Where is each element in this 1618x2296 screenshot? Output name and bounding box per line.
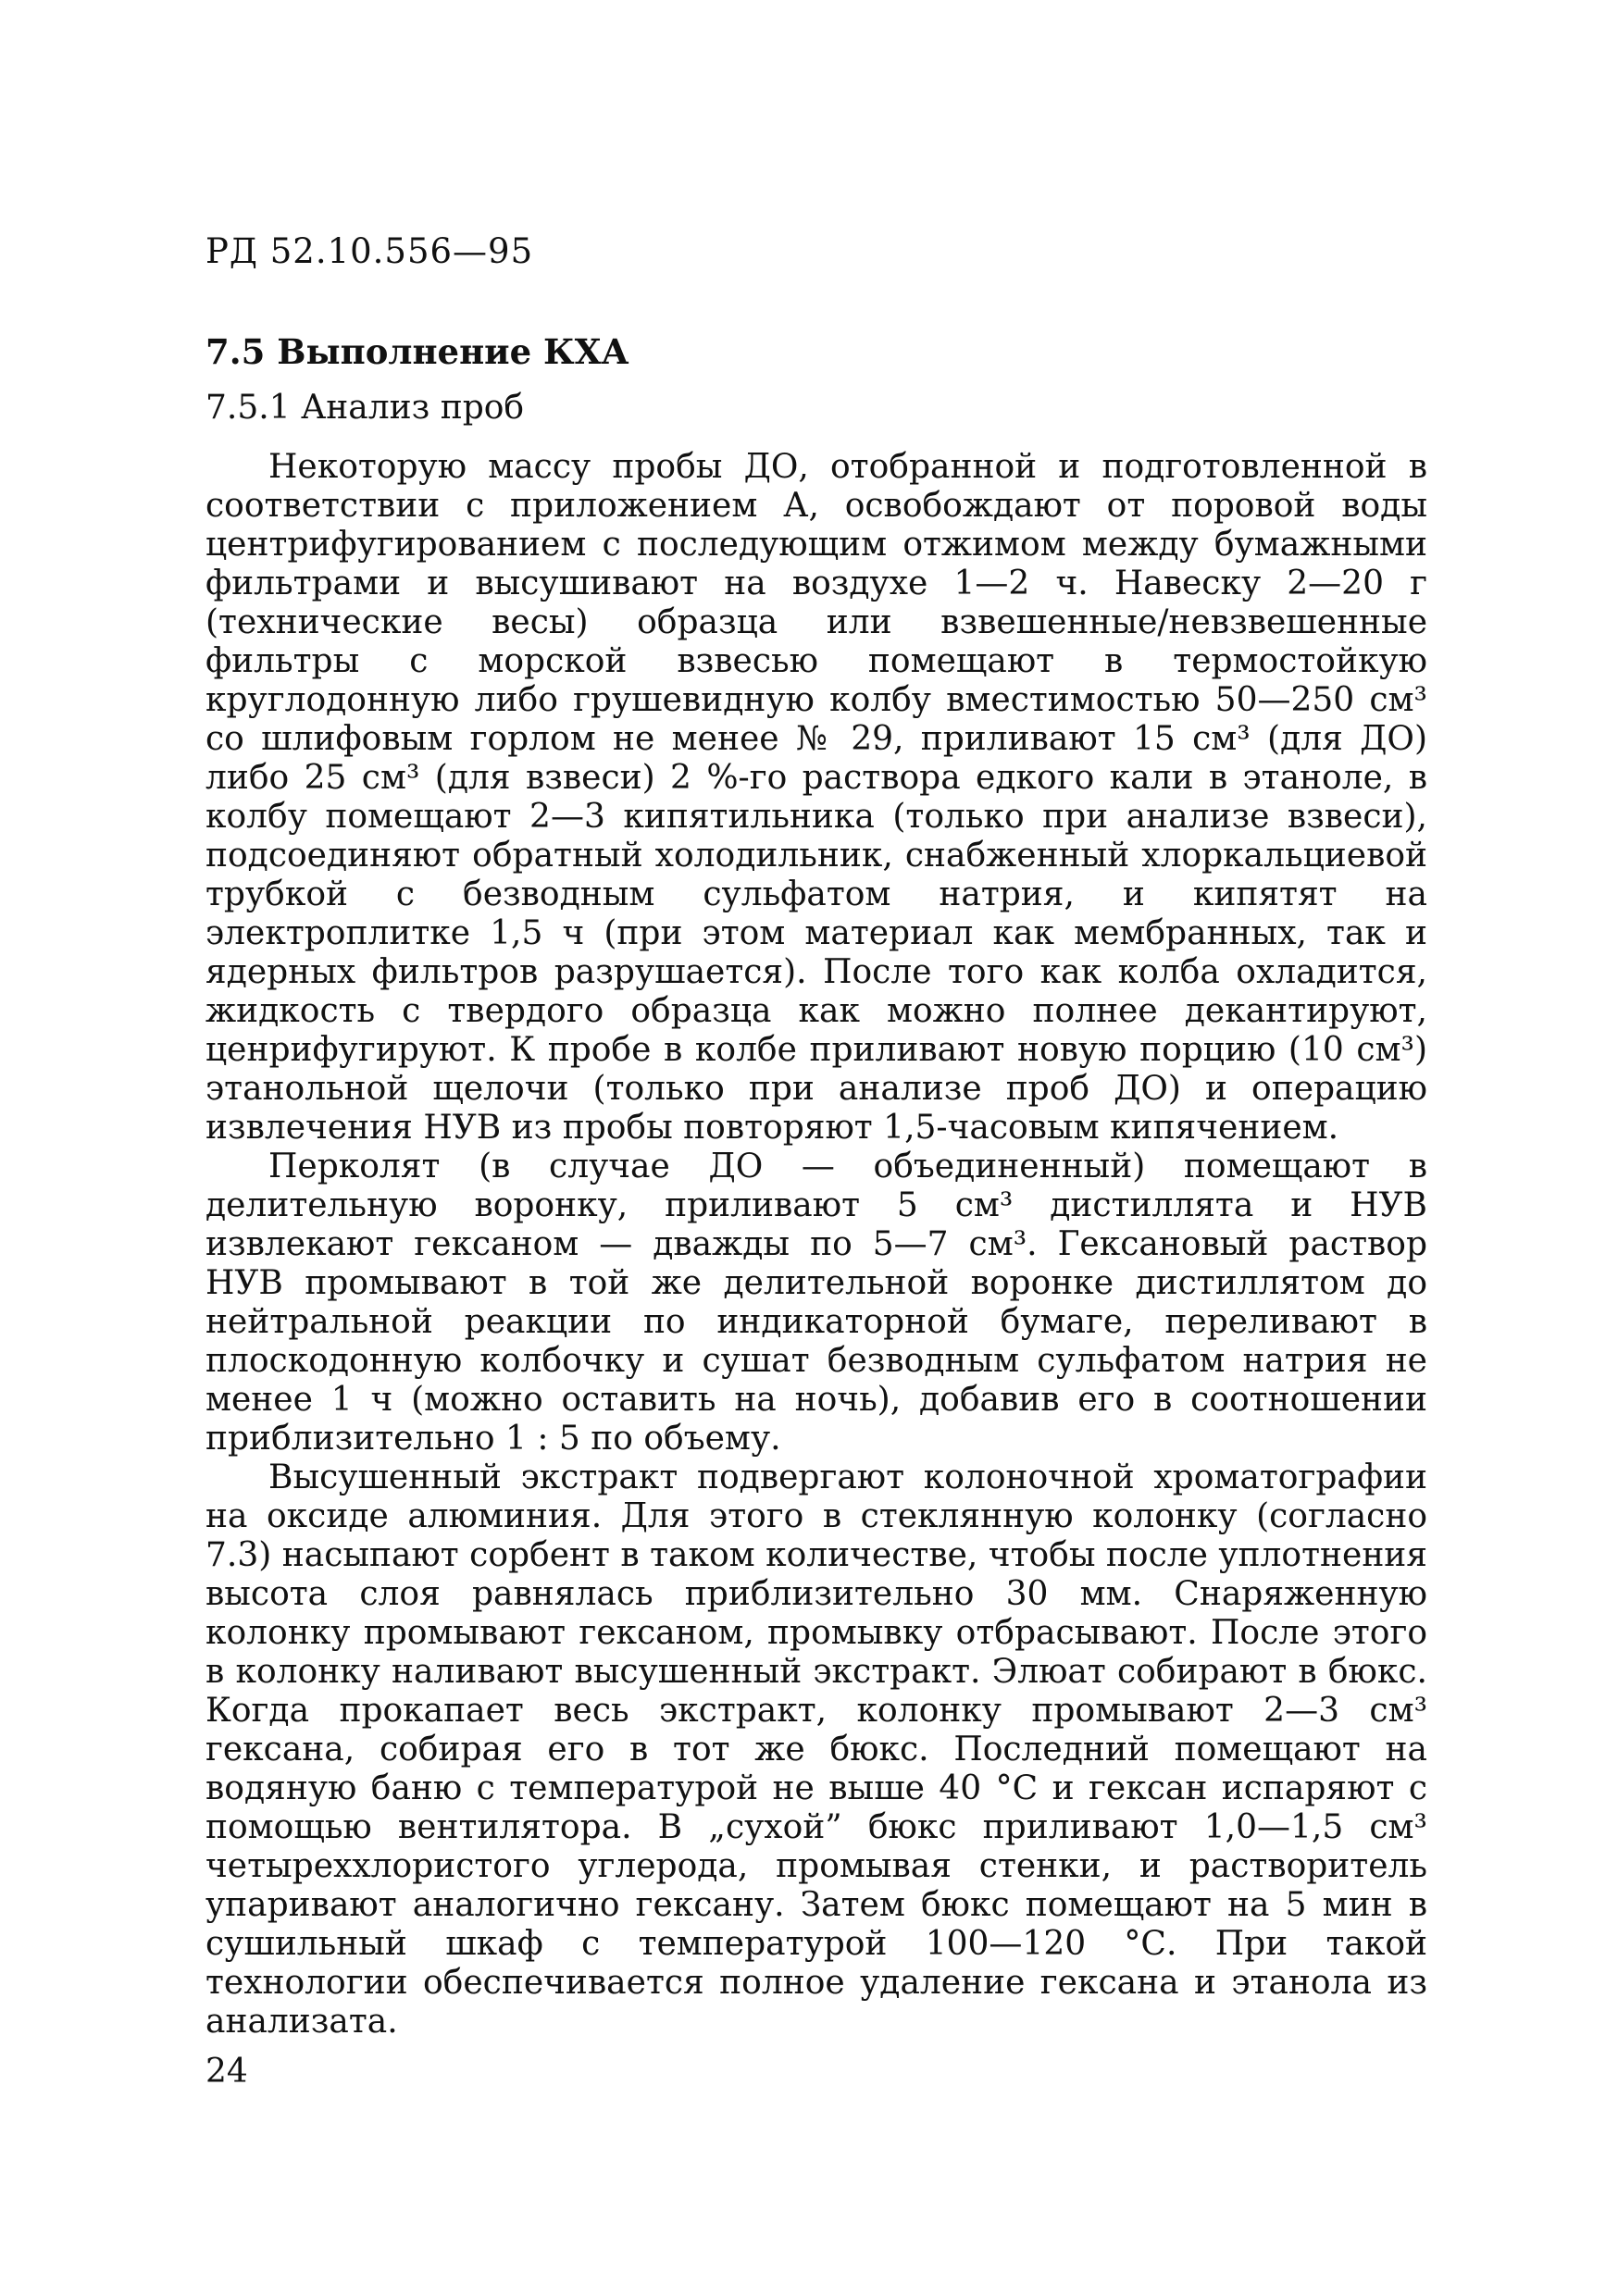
section-heading: 7.5 Выполнение КХА — [205, 331, 629, 372]
subsection-heading: 7.5.1 Анализ проб — [205, 389, 525, 427]
paragraph-sample-preparation: Некоторую массу пробы ДО, отобранной и подготовленной в соответствии с приложением А, освобождают от поровой воды центрифугированием с последующим отжимом между бумажными фильтрами и высушивают на воздухе 1—2 ч. Навеску 2—20 г (технические весы) образца или взвешенные/невзвешенные фильтры с морской взвесью помещают в термостойкую круглодонную либо грушевидную колбу вместимостью 50—250 см³ со шлифовым горлом не менее № 29, приливают 15 см³ (для ДО) либо 25 см³ (для взвеси) 2 %-го раствора едкого кали в этаноле, в колбу помещают 2—3 кипятильника (только при анализе взвеси), подсоединяют обратный холодильник, снабженный хлоркальциевой трубкой с безводным сульфатом натрия, и кипятят на электроплитке 1,5 ч (при этом материал как мембранных, так и ядерных фильтров разрушается). После того как колба охладится, жидкость с твердого образца как можно полнее декантируют, ценрифугируют. К пробе в колбе приливают новую порцию (10 см³) этанольной щелочи (только при анализе проб ДО) и операцию извлечения НУВ из пробы повторяют 1,5-часовым кипячением. — [205, 448, 1427, 1147]
paragraph-extraction: Перколят (в случае ДО — объединенный) помещают в делительную воронку, приливают 5 см³ дистиллята и НУВ извлекают гексаном — дважды по 5—7 см³. Гексановый раствор НУВ промывают в той же делительной воронке дистиллятом до нейтральной реакции по индикаторной бумаге, переливают в плоскодонную колбочку и сушат безводным сульфатом натрия не менее 1 ч (можно оставить на ночь), добавив его в соотношении приблизительно 1 : 5 по объему. — [205, 1148, 1427, 1458]
paragraph-chromatography: Высушенный экстракт подвергают колоночной хроматографии на оксиде алюминия. Для этого в стеклянную колонку (согласно 7.3) насыпают сорбент в таком количестве, чтобы после уплотнения высота слоя равнялась приблизительно 30 мм. Снаряженную колонку промывают гексаном, промывку отбрасывают. После этого в колонку наливают высушенный экстракт. Элюат собирают в бюкс. Когда прокапает весь экстракт, колонку промывают 2—3 см³ гексана, собирая его в тот же бюкс. Последний помещают на водяную баню с температурой не выше 40 °С и гексан испаряют с помощью вентилятора. В „сухой” бюкс приливают 1,0—1,5 см³ четыреххлористого углерода, промывая стенки, и растворитель упаривают аналогично гексану. Затем бюкс помещают на 5 мин в сушильный шкаф с температурой 100—120 °С. При такой технологии обеспечивается полное удаление гексана и этанола из анализата. — [205, 1458, 1428, 2041]
body-text — [205, 448, 1427, 2042]
document-code: РД 52.10.556—95 — [205, 231, 534, 271]
page-number: 24 — [205, 2053, 248, 2091]
